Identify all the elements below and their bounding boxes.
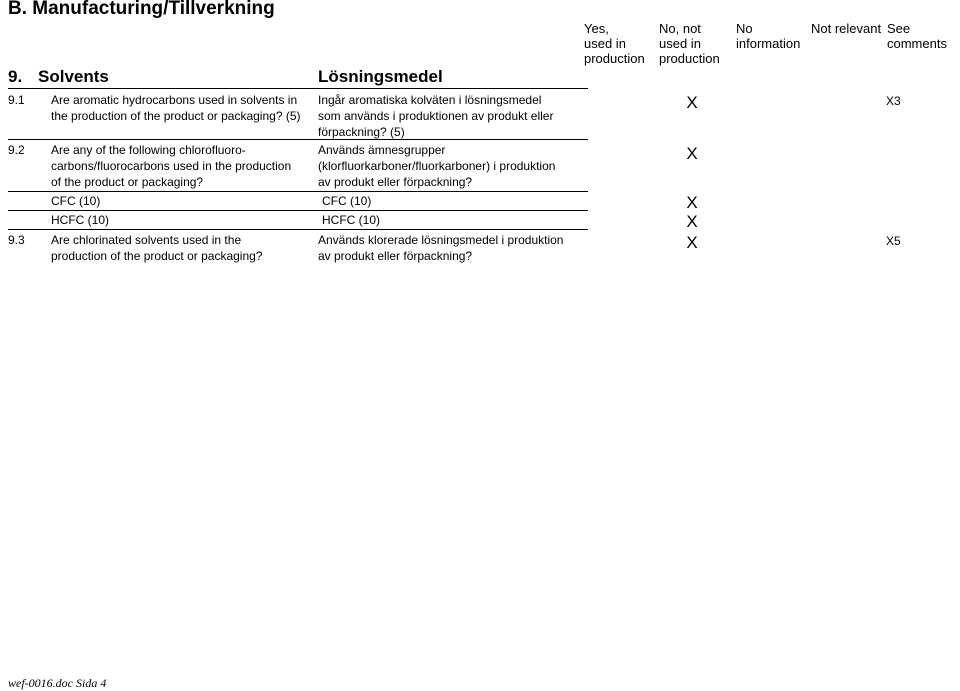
answer-mark-no-not-used: X — [686, 193, 698, 212]
col-header-no-information: No information — [736, 21, 801, 51]
page-footer: wef-0016.doc Sida 4 — [8, 676, 107, 690]
answer-mark-no-not-used: X — [686, 144, 698, 163]
sub-item-sv: CFC (10) — [322, 194, 372, 208]
comment-reference: X3 — [886, 94, 901, 108]
col-header-see-comments: See comments — [887, 21, 947, 51]
question-number: 9.1 — [8, 93, 25, 107]
question-number: 9.2 — [8, 143, 25, 157]
col-header-not-relevant: Not relevant — [811, 21, 882, 36]
divider-line — [8, 139, 588, 140]
question-text-sv: Används ämnesgrupper (klorfluorkarboner/fluorkarboner) i produktion av produkt eller förpackning? — [318, 143, 556, 189]
comment-reference: X5 — [886, 234, 901, 248]
col-header-yes-used: Yes, used in production — [584, 21, 645, 66]
sub-item-en: HCFC (10) — [51, 213, 110, 227]
divider-line — [8, 191, 588, 192]
col-header-no-not-used: No, not used in production — [659, 21, 720, 66]
chapter-title-en: Solvents — [38, 67, 109, 86]
answer-mark-no-not-used: X — [686, 233, 698, 252]
chapter-title-sv: Lösningsmedel — [318, 67, 443, 86]
section-title: B. Manufacturing/Tillverkning — [8, 0, 275, 19]
question-text-sv: Ingår aromatiska kolväten i lösningsmedel som används i produktionen av produkt eller förpackning? (5) — [318, 93, 554, 139]
divider-line — [8, 229, 588, 230]
question-number: 9.3 — [8, 233, 25, 247]
question-text-sv: Används klorerade lösningsmedel i produktion av produkt eller förpackning? — [318, 233, 564, 263]
sub-item-en: CFC (10) — [51, 194, 101, 208]
question-text-en: Are any of the following chlorofluoro- carbons/fluorocarbons used in the production of the product or packaging? — [51, 143, 292, 189]
question-text-en: Are aromatic hydrocarbons used in solvents in the production of the product or packaging? (5) — [51, 93, 301, 123]
divider-line — [8, 88, 588, 89]
sub-item-sv: HCFC (10) — [322, 213, 381, 227]
chapter-number: 9. — [8, 67, 23, 86]
answer-mark-no-not-used: X — [686, 93, 698, 112]
answer-mark-no-not-used: X — [686, 212, 698, 231]
question-text-en: Are chlorinated solvents used in the production of the product or packaging? — [51, 233, 263, 263]
divider-line — [8, 210, 588, 211]
